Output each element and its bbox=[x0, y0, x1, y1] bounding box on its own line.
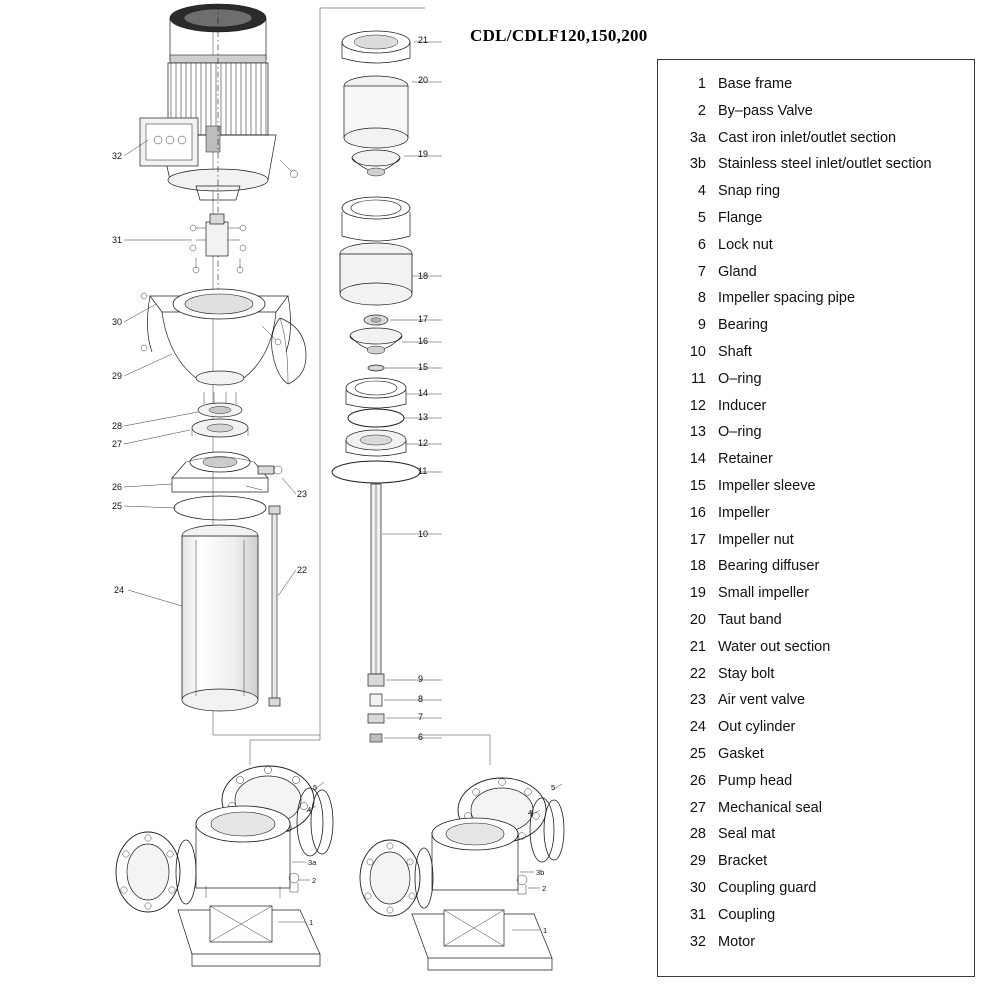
legend-item-label: Flange bbox=[718, 209, 763, 226]
callout-9: 9 bbox=[418, 674, 424, 684]
legend-item bbox=[658, 237, 974, 264]
callout-28: 28 bbox=[112, 421, 123, 431]
legend-item-number: 24 bbox=[689, 719, 706, 736]
legend-item-number: 9 bbox=[697, 317, 706, 334]
legend-item-number: 15 bbox=[689, 477, 706, 494]
legend-item bbox=[658, 612, 974, 639]
legend-item-label: Gland bbox=[718, 263, 757, 280]
legend-item bbox=[658, 773, 974, 800]
legend-item bbox=[658, 746, 974, 773]
legend-item-label: Impeller spacing pipe bbox=[718, 290, 856, 307]
legend-item-label: O–ring bbox=[718, 370, 762, 387]
legend-item bbox=[658, 103, 974, 130]
callout-1-left: 1 bbox=[309, 918, 314, 927]
legend-item-number: 23 bbox=[689, 692, 706, 709]
legend-item bbox=[658, 666, 974, 693]
callout-23: 23 bbox=[297, 489, 308, 499]
coupling-guard-bracket bbox=[141, 289, 306, 385]
callout-5-left: 5 bbox=[313, 783, 318, 792]
legend-item-label: Small impeller bbox=[718, 585, 810, 602]
callout-21: 21 bbox=[418, 35, 429, 45]
callout-14: 14 bbox=[418, 388, 429, 398]
callout-10: 10 bbox=[418, 529, 429, 539]
legend-item-label: Retainer bbox=[718, 451, 773, 468]
parts-legend-list bbox=[658, 60, 974, 960]
legend-item-number: 21 bbox=[689, 638, 706, 655]
callout-25: 25 bbox=[112, 501, 123, 511]
legend-item-label: Bearing diffuser bbox=[718, 558, 820, 575]
legend-item-number: 22 bbox=[689, 665, 706, 682]
hydraulic-stack bbox=[332, 31, 420, 742]
legend-item-number: 3a bbox=[689, 129, 706, 146]
legend-item bbox=[658, 344, 974, 371]
legend-item-number: 12 bbox=[689, 397, 706, 414]
legend-item bbox=[658, 907, 974, 934]
callout-3a: 3a bbox=[308, 858, 317, 867]
callout-22: 22 bbox=[297, 565, 308, 575]
callout-4-left: 4 bbox=[307, 805, 312, 814]
legend-item-number: 13 bbox=[689, 424, 706, 441]
legend-item bbox=[658, 800, 974, 827]
legend-item-number: 6 bbox=[697, 236, 706, 253]
legend-item bbox=[658, 880, 974, 907]
inlet-outlet-cast-iron bbox=[116, 766, 333, 966]
legend-item bbox=[658, 585, 974, 612]
legend-item-label: Base frame bbox=[718, 76, 793, 92]
legend-item-number: 3b bbox=[689, 156, 706, 173]
legend-item-label: Water out section bbox=[718, 638, 831, 655]
callout-30: 30 bbox=[112, 317, 123, 327]
legend-item-number: 8 bbox=[697, 290, 706, 307]
callout-5-right: 5 bbox=[551, 783, 556, 792]
legend-item-number: 1 bbox=[697, 76, 706, 92]
callout-2-right: 2 bbox=[542, 884, 547, 893]
legend-item-label: Gasket bbox=[718, 745, 764, 762]
callout-15: 15 bbox=[418, 362, 429, 372]
legend-item-label: Snap ring bbox=[718, 183, 781, 200]
legend-item-label: Cast iron inlet/outlet section bbox=[718, 129, 897, 146]
callout-6: 6 bbox=[418, 732, 424, 742]
legend-item-number: 16 bbox=[689, 504, 706, 521]
callout-27: 27 bbox=[112, 439, 123, 449]
legend-item-number: 7 bbox=[697, 263, 706, 280]
legend-item bbox=[658, 532, 974, 559]
callout-8: 8 bbox=[418, 694, 424, 704]
stay-bolt bbox=[269, 506, 280, 706]
legend-item-number: 20 bbox=[689, 611, 706, 628]
callout-29: 29 bbox=[112, 371, 123, 381]
callout-3b: 3b bbox=[536, 868, 545, 877]
legend-item-label: Bracket bbox=[718, 853, 768, 870]
legend-item-number: 5 bbox=[697, 209, 706, 226]
legend-item-number: 28 bbox=[689, 826, 706, 843]
legend-item-number: 29 bbox=[689, 853, 706, 870]
legend-item bbox=[658, 478, 974, 505]
legend-item-label: Inducer bbox=[718, 397, 767, 414]
callout-1-right: 1 bbox=[543, 926, 548, 935]
legend-item-label: Stay bolt bbox=[718, 665, 775, 682]
legend-item-number: 17 bbox=[689, 531, 706, 548]
callout-31: 31 bbox=[112, 235, 123, 245]
callout-18: 18 bbox=[418, 271, 429, 281]
pump-head bbox=[172, 452, 282, 520]
callout-19: 19 bbox=[418, 149, 429, 159]
legend-item bbox=[658, 505, 974, 532]
legend-item bbox=[658, 264, 974, 291]
callout-13: 13 bbox=[418, 412, 429, 422]
legend-item-label: Impeller nut bbox=[718, 531, 794, 548]
legend-item bbox=[658, 130, 974, 157]
legend-item bbox=[658, 692, 974, 719]
legend-item bbox=[658, 76, 974, 103]
legend-item bbox=[658, 719, 974, 746]
legend-item-number: 10 bbox=[689, 343, 706, 360]
legend-item-label: By–pass Valve bbox=[718, 102, 813, 119]
callout-11: 11 bbox=[418, 466, 428, 476]
legend-item bbox=[658, 183, 974, 210]
legend-item bbox=[658, 424, 974, 451]
page-title: CDL/CDLF120,150,200 bbox=[470, 26, 648, 45]
legend-item bbox=[658, 371, 974, 398]
callout-16: 16 bbox=[418, 336, 429, 346]
legend-item-label: Shaft bbox=[718, 343, 752, 360]
legend-item-number: 26 bbox=[689, 772, 706, 789]
legend-item-number: 14 bbox=[689, 451, 706, 468]
callout-32: 32 bbox=[112, 151, 123, 161]
legend-item-label: Stainless steel inlet/outlet section bbox=[718, 156, 932, 173]
legend-item-label: Coupling bbox=[718, 906, 776, 923]
legend-item-label: Lock nut bbox=[718, 236, 773, 253]
legend-item-number: 11 bbox=[690, 370, 706, 387]
legend-item-label: Taut band bbox=[718, 611, 782, 628]
legend-item-number: 19 bbox=[689, 585, 706, 602]
callout-26: 26 bbox=[112, 482, 123, 492]
legend-item-number: 18 bbox=[689, 558, 706, 575]
legend-item bbox=[658, 853, 974, 880]
legend-item-label: Motor bbox=[718, 933, 756, 950]
seal-assembly bbox=[192, 392, 248, 437]
legend-item-label: Out cylinder bbox=[718, 719, 796, 736]
callout-17: 17 bbox=[418, 314, 429, 324]
legend-item bbox=[658, 934, 974, 961]
callout-24: 24 bbox=[114, 585, 125, 595]
legend-item-number: 4 bbox=[697, 183, 706, 200]
legend-item-label: Impeller bbox=[718, 504, 770, 521]
out-cylinder bbox=[182, 525, 258, 711]
legend-item-number: 32 bbox=[689, 933, 706, 950]
parts-legend-box bbox=[657, 59, 975, 977]
callout-20: 20 bbox=[418, 75, 429, 85]
callout-4-right: 4 bbox=[528, 808, 533, 817]
legend-item-label: Seal mat bbox=[718, 826, 776, 843]
legend-item bbox=[658, 558, 974, 585]
legend-item-label: O–ring bbox=[718, 424, 762, 441]
legend-item-label: Mechanical seal bbox=[718, 799, 822, 816]
legend-item-label: Pump head bbox=[718, 772, 793, 789]
callout-12: 12 bbox=[418, 438, 429, 448]
inlet-outlet-stainless bbox=[360, 778, 564, 970]
legend-item-label: Air vent valve bbox=[718, 692, 806, 709]
callout-2-left: 2 bbox=[312, 876, 317, 885]
legend-item-number: 27 bbox=[689, 799, 706, 816]
legend-item-number: 2 bbox=[697, 102, 706, 119]
legend-item bbox=[658, 639, 974, 666]
legend-item bbox=[658, 398, 974, 425]
legend-item bbox=[658, 290, 974, 317]
legend-item-label: Impeller sleeve bbox=[718, 477, 816, 494]
legend-item bbox=[658, 210, 974, 237]
legend-item-number: 31 bbox=[689, 906, 706, 923]
legend-item-number: 25 bbox=[689, 745, 706, 762]
legend-item bbox=[658, 156, 974, 183]
legend-item-number: 30 bbox=[689, 879, 706, 896]
legend-item-label: Coupling guard bbox=[718, 879, 817, 896]
legend-item bbox=[658, 451, 974, 478]
callout-7: 7 bbox=[418, 712, 424, 722]
legend-item bbox=[658, 317, 974, 344]
legend-item-label: Bearing bbox=[718, 317, 768, 334]
legend-item bbox=[658, 826, 974, 853]
